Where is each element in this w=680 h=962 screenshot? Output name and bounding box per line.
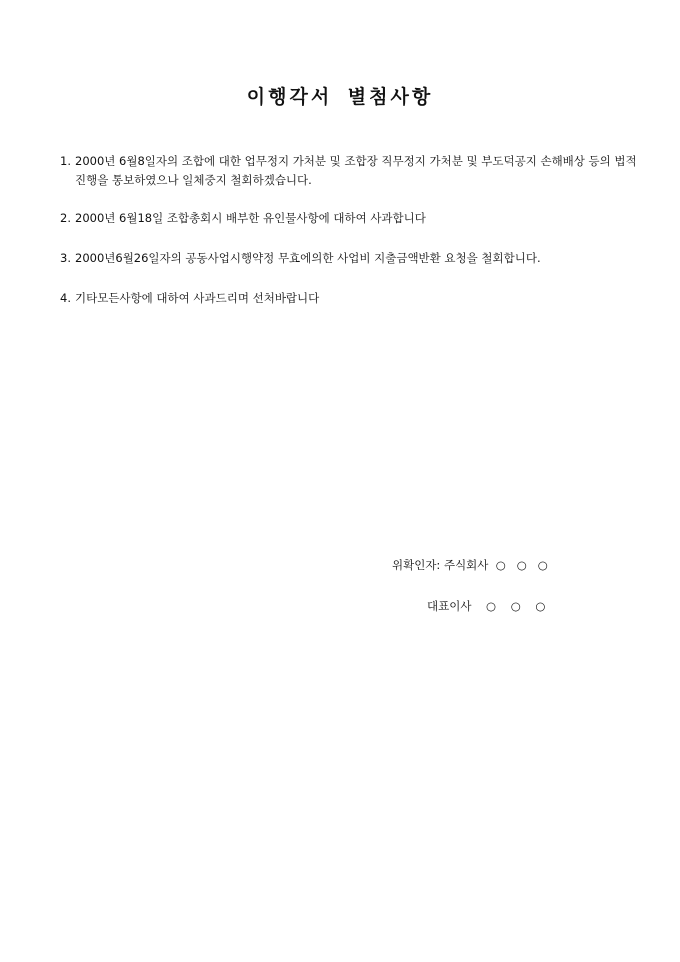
item-text: 2000년 6월8일자의 조합에 대한 업무정지 가처분 및 조합장 직무정지 가처분 및 부도덕공지 손해배상 등의 법적진행을 통보하였으나 일체중지 철회하겠습니다.: [75, 154, 637, 187]
item-number: 4.: [60, 291, 71, 305]
item-number: 2.: [60, 211, 71, 225]
list-item-2: [60, 209, 640, 228]
item-text: 2000년6월26일자의 공동사업시행약정 무효에의한 사업비 지출금액반환 요청을 철회합니다.: [75, 251, 541, 265]
signature-representative: 대표이사 ○ ○ ○: [427, 599, 546, 613]
item-text: 2000년 6월18일 조합총회시 배부한 유인물사항에 대하여 사과합니다: [75, 211, 426, 225]
list-item-4: [60, 289, 640, 308]
list-item-3: [60, 249, 640, 268]
item-text: 기타모든사항에 대하여 사과드리며 선처바랍니다: [75, 291, 320, 305]
item-number: 1.: [60, 154, 71, 168]
item-list: [60, 152, 640, 329]
signature-confirmer: 위확인자: 주식회사 ○ ○ ○: [392, 558, 548, 572]
document-title: 이행각서 별첨사항: [246, 86, 434, 108]
item-number: 3.: [60, 251, 71, 265]
list-item-1: [60, 152, 640, 190]
